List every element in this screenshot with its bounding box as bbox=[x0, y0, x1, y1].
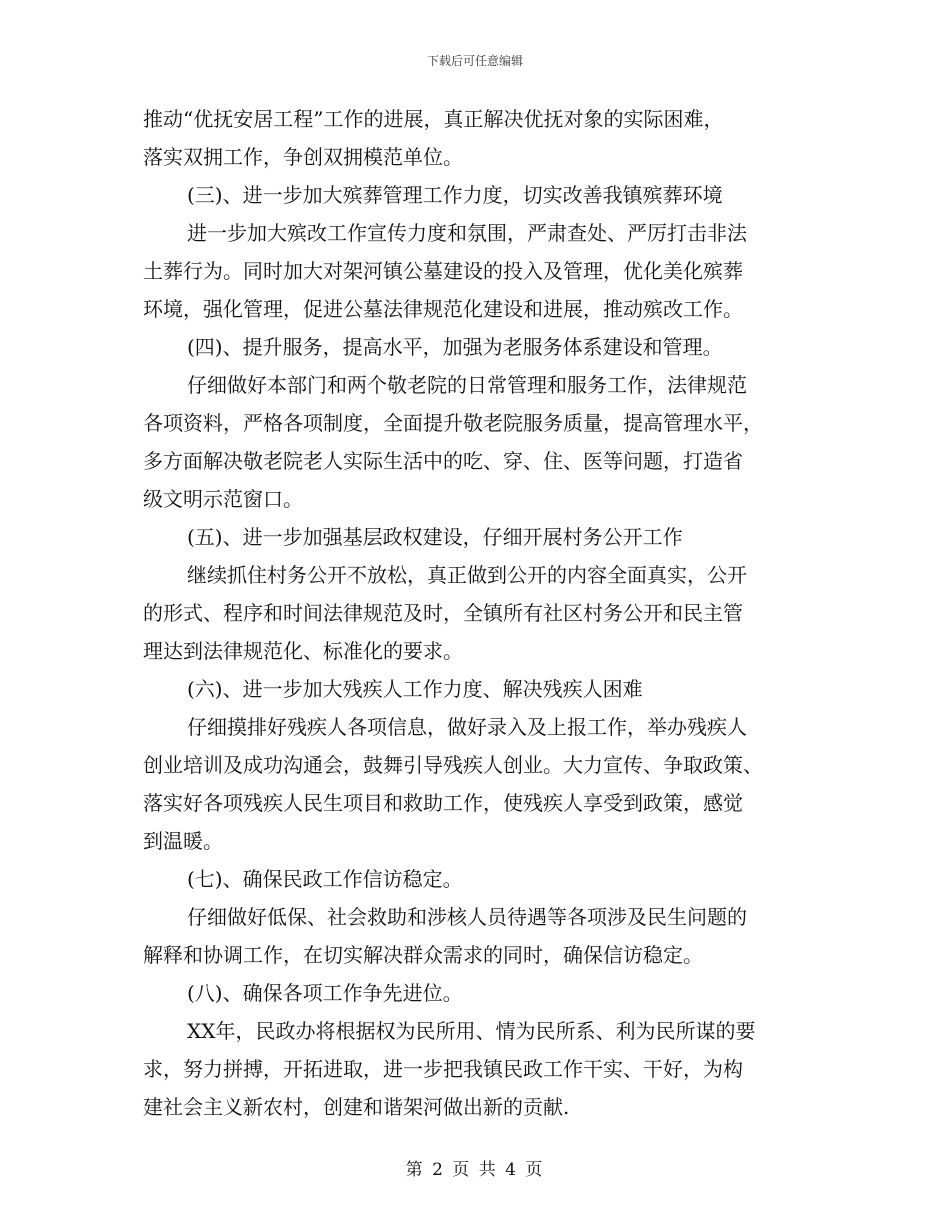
text-line: 到温暖。 bbox=[143, 829, 223, 853]
text-line: (七)、确保民政工作信访稳定。 bbox=[187, 867, 463, 891]
text-line: XX年，民政办将根据权为民所用、情为民所系、利为民所谋的要 bbox=[187, 1019, 756, 1043]
text-line: 环境，强化管理，促进公墓法律规范化建设和进展，推动殡改工作。 bbox=[143, 297, 743, 321]
text-line: 落实好各项残疾人民生项目和救助工作，使残疾人享受到政策，感觉 bbox=[143, 791, 743, 815]
text-line: 进一步加大殡改工作宣传力度和氛围，严肃查处、严厉打击非法 bbox=[187, 221, 747, 245]
text-line: (四)、提升服务，提高水平，加强为老服务体系建设和管理。 bbox=[187, 335, 723, 359]
text-line: (五)、进一步加强基层政权建设，仔细开展村务公开工作 bbox=[187, 525, 683, 549]
text-line: 建社会主义新农村，创建和谐架河做出新的贡献. bbox=[143, 1095, 570, 1119]
text-line: 土葬行为。同时加大对架河镇公墓建设的投入及管理，优化美化殡葬 bbox=[143, 259, 743, 283]
text-line: 创业培训及成功沟通会，鼓舞引导残疾人创业。大力宣传、争取政策、 bbox=[143, 753, 763, 777]
text-line: (八)、确保各项工作争先进位。 bbox=[187, 981, 463, 1005]
text-line: 继续抓住村务公开不放松，真正做到公开的内容全面真实，公开 bbox=[187, 563, 747, 587]
text-line: 解释和协调工作，在切实解决群众需求的同时，确保信访稳定。 bbox=[143, 943, 703, 967]
text-line: 的形式、程序和时间法律规范及时，全镇所有社区村务公开和民主管 bbox=[143, 601, 743, 625]
text-line: 仔细做好本部门和两个敬老院的日常管理和服务工作，法律规范 bbox=[187, 373, 747, 397]
text-line: 仔细做好低保、社会救助和涉核人员待遇等各项涉及民生问题的 bbox=[187, 905, 747, 929]
text-line: (三)、进一步加大殡葬管理工作力度，切实改善我镇殡葬环境 bbox=[187, 183, 723, 207]
text-line: 求，努力拼搏，开拓进取，进一步把我镇民政工作干实、干好，为构 bbox=[143, 1057, 743, 1081]
text-line: 推动“优抚安居工程”工作的进展，真正解决优抚对象的实际困难， bbox=[143, 107, 724, 131]
text-line: 各项资料，严格各项制度，全面提升敬老院服务质量，提高管理水平， bbox=[143, 411, 763, 435]
text-line: (六)、进一步加大残疾人工作力度、解决残疾人困难 bbox=[187, 677, 643, 701]
text-line: 仔细摸排好残疾人各项信息，做好录入及上报工作，举办残疾人 bbox=[187, 715, 747, 739]
text-line: 多方面解决敬老院老人实际生活中的吃、穿、住、医等问题，打造省 bbox=[143, 449, 743, 473]
text-line: 级文明示范窗口。 bbox=[143, 487, 303, 511]
page-header: 下载后可任意编辑 bbox=[426, 54, 523, 68]
document-body bbox=[143, 100, 807, 1126]
page-footer: 第 2 页 共 4 页 bbox=[405, 1160, 545, 1180]
text-line: 理达到法律规范化、标准化的要求。 bbox=[143, 639, 463, 663]
text-line: 落实双拥工作，争创双拥模范单位。 bbox=[143, 145, 463, 169]
